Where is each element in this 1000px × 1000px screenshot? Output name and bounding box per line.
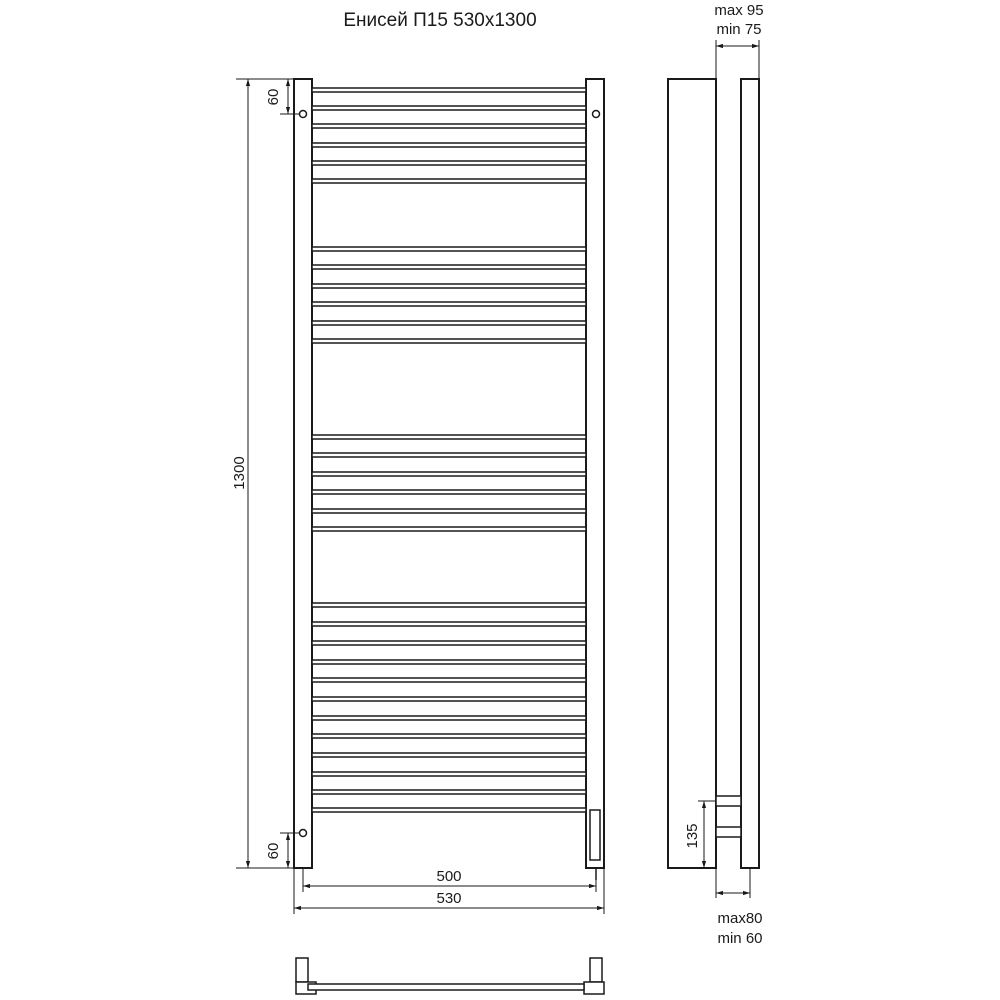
crossbar [312, 284, 586, 288]
crossbar [312, 753, 586, 757]
crossbar [312, 435, 586, 439]
power-switch [590, 810, 600, 860]
crossbar [312, 247, 586, 251]
crossbar [312, 527, 586, 531]
crossbar [312, 660, 586, 664]
top-view-right-mount [590, 958, 602, 982]
dim-depth-top-max: max 95 [714, 2, 764, 19]
crossbar [312, 790, 586, 794]
bracket-upper [716, 796, 741, 806]
crossbar [312, 808, 586, 812]
top-view-left-mount [296, 958, 308, 982]
crossbar [312, 641, 586, 645]
mount-hole-bottom-left [300, 830, 307, 837]
crossbar [312, 265, 586, 269]
crossbar [312, 124, 586, 128]
crossbar [312, 161, 586, 165]
dim-60-top-label: 60 [265, 88, 282, 106]
dim-depth-top-min: min 75 [716, 21, 762, 38]
dim-depth-bottom-min: min 60 [717, 930, 763, 947]
crossbar [312, 772, 586, 776]
crossbar [312, 622, 586, 626]
crossbar [312, 678, 586, 682]
top-view-bar [308, 984, 584, 990]
dim-135-label: 135 [684, 823, 701, 849]
mount-hole-top-right [593, 111, 600, 118]
left-post [294, 79, 312, 868]
side-post [741, 79, 759, 868]
crossbar [312, 106, 586, 110]
crossbars-group [312, 88, 586, 812]
wall-block [668, 79, 716, 868]
drawing-title: Енисей П15 530x1300 [343, 10, 537, 31]
crossbar [312, 302, 586, 306]
crossbar [312, 179, 586, 183]
dim-530-label: 530 [436, 890, 462, 907]
dim-height-label: 1300 [231, 456, 248, 490]
crossbar [312, 603, 586, 607]
crossbar [312, 509, 586, 513]
crossbar [312, 339, 586, 343]
mount-hole-top-left [300, 111, 307, 118]
crossbar [312, 716, 586, 720]
right-post [586, 79, 604, 868]
bracket-lower [716, 827, 741, 837]
crossbar [312, 321, 586, 325]
crossbar [312, 734, 586, 738]
dim-60-bottom-label: 60 [265, 842, 282, 860]
front-view [231, 79, 604, 914]
crossbar [312, 143, 586, 147]
crossbar [312, 453, 586, 457]
crossbar [312, 472, 586, 476]
dim-depth-bottom-max: max80 [717, 910, 763, 927]
side-view [668, 2, 764, 947]
top-view-right-end [584, 982, 604, 994]
crossbar [312, 697, 586, 701]
dim-500-label: 500 [436, 868, 462, 885]
top-view [296, 958, 604, 994]
crossbar [312, 490, 586, 494]
crossbar [312, 88, 586, 92]
